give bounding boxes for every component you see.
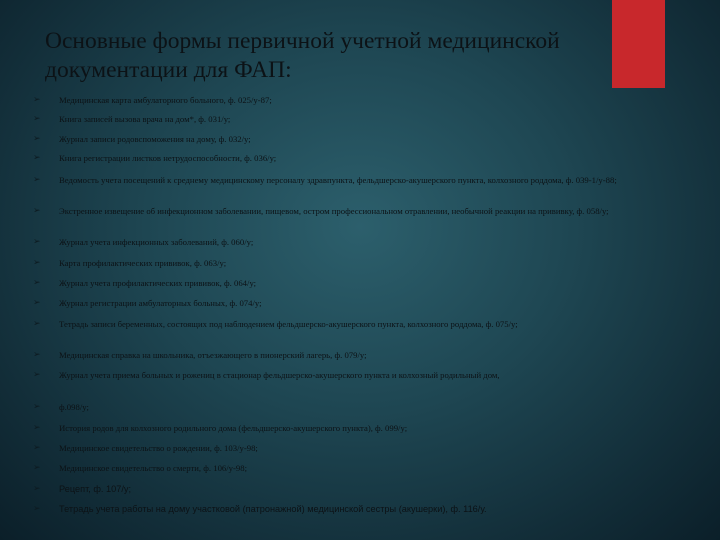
- arrow-bullet-icon: ➢: [33, 350, 41, 360]
- list-item-text: Рецепт, ф. 107/у;: [59, 484, 132, 494]
- list-item-text: Книга записей вызова врача на дом*, ф. 031/у;: [59, 114, 231, 124]
- arrow-bullet-icon: ➢: [33, 258, 41, 268]
- arrow-bullet-icon: ➢: [33, 153, 41, 163]
- list-item-text: Карта профилактических прививок, ф. 063/у;: [59, 258, 227, 268]
- arrow-bullet-icon: ➢: [33, 319, 41, 329]
- list-item-text: Книга регистрации листков нетрудоспособности, ф. 036/у;: [59, 153, 277, 163]
- arrow-bullet-icon: ➢: [33, 484, 41, 494]
- list-item-text: ф.098/у;: [59, 402, 89, 412]
- slide-title-line-1: Основные формы первичной учетной медицинской: [45, 28, 560, 54]
- arrow-bullet-icon: ➢: [33, 206, 41, 216]
- arrow-bullet-icon: ➢: [33, 134, 41, 144]
- arrow-bullet-icon: ➢: [33, 402, 41, 412]
- arrow-bullet-icon: ➢: [33, 95, 41, 105]
- list-item-text: Журнал записи родовспоможения на дому, ф. 032/у;: [59, 134, 251, 144]
- list-item-text: Ведомость учета посещений к среднему медицинскому персоналу здравпункта, фельдшерско-акушерского пункта, колхозного роддома, ф. 039-1/у-88;: [59, 175, 617, 185]
- list-item-text: Журнал учета приема больных и рожениц в стационар фельдшерско-акушерского пункта и колхозный родильный дом,: [59, 370, 500, 380]
- arrow-bullet-icon: ➢: [33, 463, 41, 473]
- arrow-bullet-icon: ➢: [33, 504, 41, 514]
- list-item-text: История родов для колхозного родильного дома (фельдшерско-акушерского пункта), ф. 099/у;: [59, 423, 408, 433]
- list-item-text: Экстренное извещение об инфекционном заболевании, пищевом, остром профессиональном отравлении, необычной реакции на прививку, ф. 058/у;: [59, 206, 609, 216]
- list-item-text: Журнал учета профилактических прививок, ф. 064/у;: [59, 278, 257, 288]
- list-item-text: Медицинская карта амбулаторного больного, ф. 025/у-87;: [59, 95, 272, 105]
- arrow-bullet-icon: ➢: [33, 443, 41, 453]
- arrow-bullet-icon: ➢: [33, 423, 41, 433]
- list-item-text: Медицинская справка на школьника, отъезжающего в пионерский лагерь, ф. 079/у;: [59, 350, 367, 360]
- arrow-bullet-icon: ➢: [33, 298, 41, 308]
- arrow-bullet-icon: ➢: [33, 278, 41, 288]
- slide-title-line-2: документации для ФАП:: [45, 57, 292, 83]
- list-item-text: Медицинское свидетельство о рождении, ф. 103/у-98;: [59, 443, 258, 453]
- list-item-text: Медицинское свидетельство о смерти, ф. 106/у-98;: [59, 463, 248, 473]
- arrow-bullet-icon: ➢: [33, 370, 41, 380]
- list-item-text: Журнал регистрации амбулаторных больных, ф. 074/у;: [59, 298, 262, 308]
- arrow-bullet-icon: ➢: [33, 237, 41, 247]
- arrow-bullet-icon: ➢: [33, 175, 41, 185]
- list-item-text: Тетрадь записи беременных, состоящих под наблюдением фельдшерско-акушерского пункта, колхозного роддома, ф. 075/у;: [59, 319, 518, 329]
- list-item-text: Журнал учета инфекционных заболеваний, ф. 060/у;: [59, 237, 254, 247]
- list-item-text: Тетрадь учета работы на дому участковой (патронажной) медицинской сестры (акушерки), ф. 116/у.: [59, 504, 487, 514]
- arrow-bullet-icon: ➢: [33, 114, 41, 124]
